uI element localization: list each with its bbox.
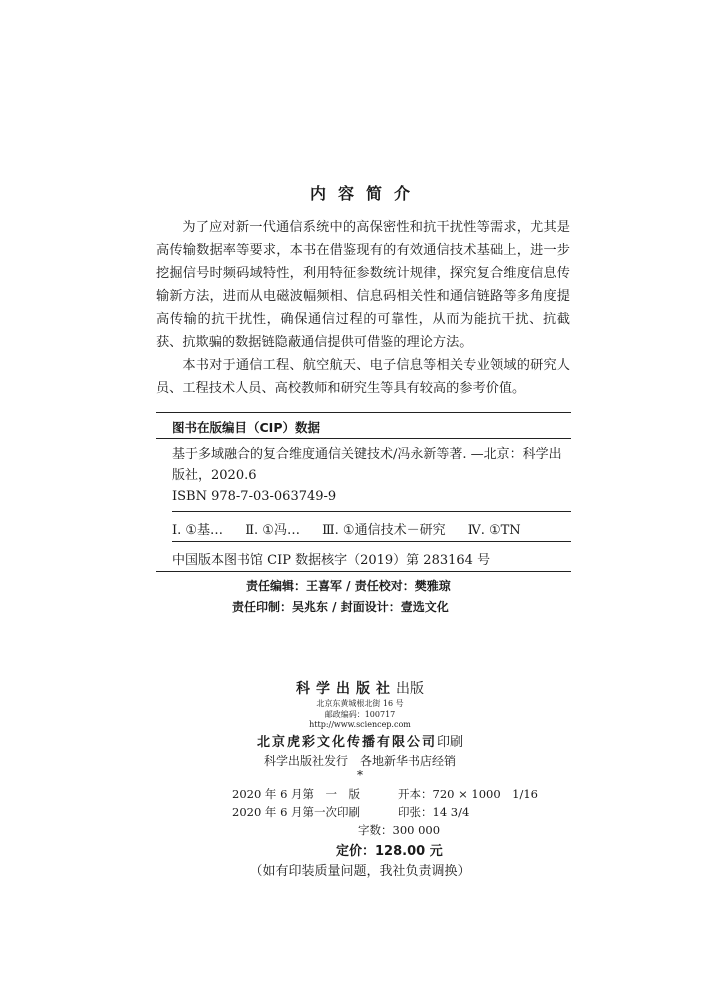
cip-top-rule [156,412,571,413]
cip-class-item: Ⅱ. ①冯… [245,523,300,538]
cip-main-entry: 基于多域融合的复合维度通信关键技术/冯永新等著. —北京：科学出版社，2020.6 [172,447,562,483]
publisher-address: 北京东黄城根北街 16 号 [316,699,404,708]
cip-number: 中国版本图书馆 CIP 数据核字（2019）第 283164 号 [172,553,491,568]
cip-isbn: ISBN 978-7-03-063749-9 [172,489,337,504]
intro-body [156,216,570,400]
publisher-name: 科学出版社 [296,681,396,697]
intro-paragraph: 本书对于通信工程、航空航天、电子信息等相关专业领域的研究人员、工程技术人员、高校教师和研究生等具有较高的参考价值。 [156,358,570,396]
credits-editors: 责任编辑：王喜军 / 责任校对：樊雅琼 [246,579,451,593]
cip-isbn-rule [172,511,571,512]
spec-sheets: 印张：14 3/4 [398,805,470,819]
cip-class-rule [172,541,571,542]
separator-star: * [357,768,363,782]
printer-line [0,731,720,750]
cip-header-rule [156,438,571,439]
cip-header: 图书在版编目（CIP）数据 [172,420,320,435]
spec-edition: 2020 年 6 月第 一 版 [232,787,361,801]
intro-paragraph: 为了应对新一代通信系统中的高保密性和抗干扰性等需求，尤其是高传输数据率等要求，本书在借鉴现有的有效通信技术基础上，进一步挖掘信号时频码域特性，利用特征参数统计规律，探究复合维度信息传输新方法，进而从电磁波幅频相、信息码相关性和通信链路等多角度提高传输的抗干扰性，确保通信过程的可靠性，从而为能抗干扰、抗截获、抗欺骗的数据链隐蔽通信提供可借鉴的理论方法。 [156,220,570,350]
printer-name: 北京虎彩文化传播有限公司 [256,735,437,750]
price: 定价：128.00 元 [336,844,443,859]
quality-notice: （如有印装质量问题，我社负责调换） [249,864,471,879]
publisher-postcode: 邮政编码：100717 [324,710,396,719]
publisher-suffix: 出版 [396,681,424,697]
cip-class-item: Ⅳ. ①TN [467,523,521,538]
spec-printing: 2020 年 6 月第一次印刷 [232,805,361,819]
publisher-website: http://www.sciencep.com [309,720,411,729]
cip-classification [172,519,539,538]
spec-format: 开本：720 × 1000 1/16 [398,787,538,801]
spec-words: 字数：300 000 [358,823,441,837]
cip-bottom-rule [156,571,571,572]
distribution-line: 科学出版社发行 各地新华书店经销 [263,754,456,768]
intro-title: 内容简介 [309,184,422,203]
printer-suffix: 印刷 [437,735,464,750]
cip-class-item: Ⅲ. ①通信技术－研究 [322,523,446,538]
cip-class-item: Ⅰ. ①基… [172,523,224,538]
publisher-line [0,678,720,698]
credits-production: 责任印制：吴兆东 / 封面设计：壹选文化 [232,600,449,614]
